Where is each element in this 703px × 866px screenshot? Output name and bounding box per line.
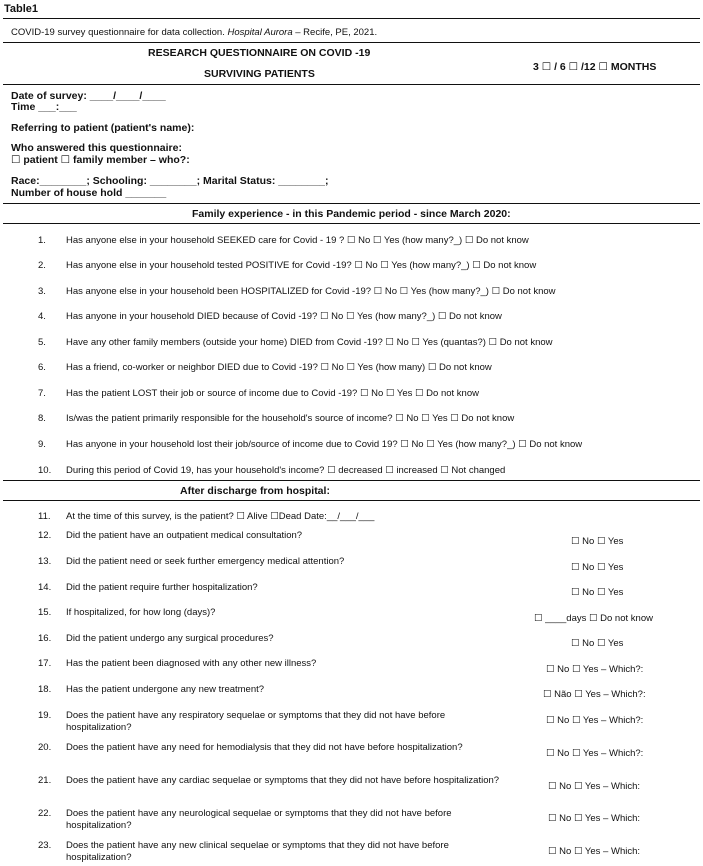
- discharge-question: Did the patient have an outpatient medical consultation?: [66, 530, 303, 541]
- question-number: 18.: [38, 684, 52, 695]
- question-number: 8.: [38, 413, 46, 424]
- who-answered-options[interactable]: ☐ patient ☐ family member – who?:: [11, 154, 190, 166]
- answer-options[interactable]: ☐ No ☐ Yes – Which?:: [546, 664, 644, 675]
- divider: [3, 84, 700, 85]
- who-answered-label: Who answered this questionnaire:: [11, 142, 182, 154]
- questionnaire-title: RESEARCH QUESTIONNAIRE ON COVID -19: [148, 47, 371, 59]
- divider: [3, 500, 700, 501]
- family-question[interactable]: Have any other family members (outside your home) DIED from Covid -19? ☐ No ☐ Yes (quantas?) ☐ Do not know: [66, 337, 553, 348]
- patient-name-field[interactable]: Referring to patient (patient's name):: [11, 122, 195, 134]
- question-number: 2.: [38, 260, 46, 271]
- answer-options[interactable]: ☐ No ☐ Yes: [571, 562, 624, 573]
- answer-options[interactable]: ☐ No ☐ Yes – Which?:: [546, 748, 644, 759]
- question-number: 17.: [38, 658, 52, 669]
- question-number: 23.: [38, 840, 52, 851]
- discharge-question: Does the patient have any need for hemodialysis that they did not have before hospitalization?: [66, 742, 463, 753]
- answer-options[interactable]: ☐ No ☐ Yes – Which?:: [546, 715, 644, 726]
- discharge-question: Did the patient require further hospitalization?: [66, 582, 258, 593]
- divider: [3, 480, 700, 481]
- family-question[interactable]: Has anyone in your household DIED because of Covid -19? ☐ No ☐ Yes (how many?_) ☐ Do not know: [66, 311, 502, 322]
- question-number: 11.: [38, 511, 51, 522]
- divider: [3, 42, 700, 43]
- time-field[interactable]: Time ___:___: [11, 101, 77, 113]
- discharge-question: Does the patient have any respiratory sequelae or symptoms that they did not have before hospitalization?: [66, 710, 446, 733]
- question-number: 13.: [38, 556, 52, 567]
- family-question[interactable]: Has anyone else in your household been HOSPITALIZED for Covid -19? ☐ No ☐ Yes (how many?_) ☐ Do not know: [66, 286, 556, 297]
- discharge-question: Has the patient undergone any new treatment?: [66, 684, 265, 695]
- months-checkboxes[interactable]: 3 ☐ / 6 ☐ /12 ☐ MONTHS: [533, 61, 657, 73]
- question-number: 4.: [38, 311, 46, 322]
- family-question[interactable]: Has a friend, co-worker or neighbor DIED due to Covid -19? ☐ No ☐ Yes (how many) ☐ Do not know: [66, 362, 492, 373]
- family-question[interactable]: During this period of Covid 19, has your household's income? ☐ decreased ☐ increased ☐ Not changed: [66, 465, 506, 476]
- answer-options[interactable]: ☐ No ☐ Yes: [571, 536, 624, 547]
- questionnaire-subtitle: SURVIVING PATIENTS: [204, 68, 315, 80]
- answer-options[interactable]: ☐ No ☐ Yes – Which:: [548, 846, 641, 857]
- question-number: 21.: [38, 775, 52, 786]
- question-number: 7.: [38, 388, 46, 399]
- section-title-family: Family experience - in this Pandemic period - since March 2020:: [192, 208, 511, 220]
- discharge-question: Has the patient been diagnosed with any other new illness?: [66, 658, 317, 669]
- discharge-question: Does the patient have any new clinical sequelae or symptoms that they did not have before hospitalization?: [66, 840, 449, 863]
- question-number: 19.: [38, 710, 52, 721]
- table-caption: COVID-19 survey questionnaire for data collection. Hospital Aurora – Recife, PE, 2021.: [11, 27, 378, 38]
- question-number: 22.: [38, 808, 52, 819]
- answer-options[interactable]: ☐ No ☐ Yes – Which:: [548, 781, 641, 792]
- question-number: 3.: [38, 286, 46, 297]
- discharge-question: Did the patient need or seek further emergency medical attention?: [66, 556, 345, 567]
- question-number: 10.: [38, 465, 52, 476]
- discharge-question: Does the patient have any cardiac sequelae or symptoms that they did not have before hospitalization?: [66, 775, 500, 786]
- question-number: 14.: [38, 582, 52, 593]
- question-number: 1.: [38, 235, 46, 246]
- demographics-field[interactable]: Race:________; Schooling: ________; Marital Status: ________;: [11, 175, 329, 187]
- answer-options[interactable]: ☐ ____days ☐ Do not know: [534, 613, 653, 624]
- table-label: Table1: [4, 3, 39, 15]
- discharge-question: Did the patient undergo any surgical procedures?: [66, 633, 274, 644]
- answer-options[interactable]: ☐ No ☐ Yes: [571, 638, 624, 649]
- discharge-question: Does the patient have any neurological sequelae or symptoms that they did not have before hospitalization?: [66, 808, 452, 831]
- family-question[interactable]: Is/was the patient primarily responsible for the household's source of income? ☐ No ☐ Yes ☐ Do not know: [66, 413, 515, 424]
- discharge-question[interactable]: At the time of this survey, is the patient? ☐ Alive ☐Dead Date:__/___/___: [66, 511, 375, 522]
- section-title-discharge: After discharge from hospital:: [180, 485, 330, 497]
- discharge-question: If hospitalized, for how long (days)?: [66, 607, 216, 618]
- date-of-survey-field[interactable]: Date of survey: ____/____/____: [11, 90, 166, 102]
- family-question[interactable]: Has anyone else in your household SEEKED care for Covid - 19 ? ☐ No ☐ Yes (how many?_) ☐ Do not know: [66, 235, 529, 246]
- question-number: 6.: [38, 362, 46, 373]
- family-question[interactable]: Has anyone else in your household tested POSITIVE for Covid -19? ☐ No ☐ Yes (how many?_) ☐ Do not know: [66, 260, 537, 271]
- divider: [3, 18, 700, 19]
- answer-options[interactable]: ☐ Não ☐ Yes – Which?:: [543, 689, 646, 700]
- household-number-field[interactable]: Number of house hold _______: [11, 187, 167, 199]
- answer-options[interactable]: ☐ No ☐ Yes: [571, 587, 624, 598]
- question-number: 5.: [38, 337, 46, 348]
- divider: [3, 223, 700, 224]
- divider: [3, 203, 700, 204]
- question-number: 15.: [38, 607, 52, 618]
- family-question[interactable]: Has anyone in your household lost their job/source of income due to Covid 19? ☐ No ☐ Yes (how many?_) ☐ Do not know: [66, 439, 583, 450]
- answer-options[interactable]: ☐ No ☐ Yes – Which:: [548, 813, 641, 824]
- question-number: 20.: [38, 742, 52, 753]
- question-number: 9.: [38, 439, 46, 450]
- question-number: 12.: [38, 530, 52, 541]
- family-question[interactable]: Has the patient LOST their job or source of income due to Covid -19? ☐ No ☐ Yes ☐ Do not know: [66, 388, 479, 399]
- question-number: 16.: [38, 633, 52, 644]
